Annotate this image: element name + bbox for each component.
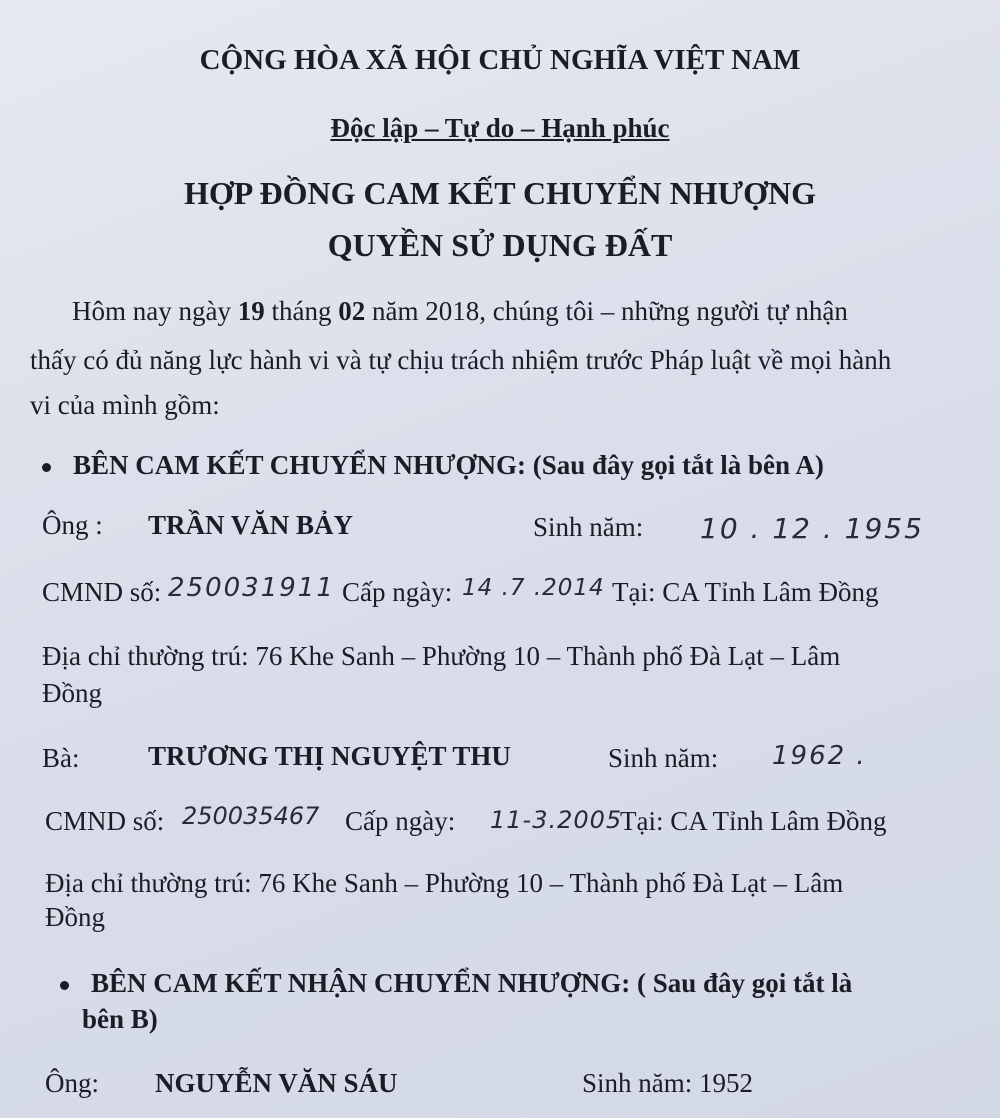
document-title-line1: HỢP ĐỒNG CAM KẾT CHUYỂN NHƯỢNG xyxy=(183,175,816,211)
party-a-person1-issued-label: Cấp ngày: xyxy=(342,577,453,607)
party-a-person2-address-line2: Đồng xyxy=(45,902,105,932)
country-heading: CỘNG HÒA XÃ HỘI CHỦ NGHĨA VIỆT NAM xyxy=(199,44,801,76)
party-a-person1-id-label: CMND số: xyxy=(42,577,162,607)
intro-line3: vi của mình gồm: xyxy=(30,390,220,420)
party-a-person1-title: Ông : xyxy=(42,510,103,540)
party-b-person1-title: Ông: xyxy=(45,1068,99,1098)
party-a-person1-name: TRẦN VĂN BẢY xyxy=(148,510,354,540)
bullet-icon xyxy=(42,463,51,472)
party-b-heading-line1: BÊN CAM KẾT NHẬN CHUYỂN NHƯỢNG: ( Sau đây gọi tắt là xyxy=(60,968,852,999)
bullet-icon xyxy=(60,981,69,990)
party-a-person1-birth-label: Sinh năm: xyxy=(533,512,644,542)
party-a-person2-id-label: CMND số: xyxy=(45,806,165,836)
motto: Độc lập – Tự do – Hạnh phúc xyxy=(330,113,670,143)
party-a-person1-id: 250031911 xyxy=(168,573,335,603)
party-a-person2-birth: 1962 . xyxy=(772,741,867,771)
party-a-person1-address-line1: Địa chỉ thường trú: 76 Khe Sanh – Phường 10 – Thành phố Đà Lạt – Lâm xyxy=(42,641,841,671)
party-a-person1-place: Tại: CA Tỉnh Lâm Đồng xyxy=(612,577,879,607)
handwritten-day: 19 xyxy=(237,296,265,326)
party-b-person1-name: NGUYỄN VĂN SÁU xyxy=(155,1068,398,1098)
intro-line1: Hôm nay ngày 19 tháng 02 năm 2018, chúng tôi – những người tự nhận xyxy=(72,296,848,326)
party-a-person1-issued: 14 .7 .2014 xyxy=(462,575,605,601)
party-a-person1-birth: 10 . 12 . 1955 xyxy=(700,512,924,545)
party-a-heading: BÊN CAM KẾT CHUYỂN NHƯỢNG: (Sau đây gọi tắt là bên A) xyxy=(42,450,824,481)
party-a-person2-id: 250035467 xyxy=(182,802,320,830)
party-a-person2-place: Tại: CA Tỉnh Lâm Đồng xyxy=(620,806,887,836)
document-title-line2: QUYỀN SỬ DỤNG ĐẤT xyxy=(327,227,673,263)
party-b-person1-birth: Sinh năm: 1952 xyxy=(582,1068,754,1098)
party-a-person1-address-line2: Đồng xyxy=(42,678,102,708)
party-a-person2-title: Bà: xyxy=(42,743,80,773)
party-a-person2-birth-label: Sinh năm: xyxy=(608,743,719,773)
intro-line2: thấy có đủ năng lực hành vi và tự chịu trách nhiệm trước Pháp luật về mọi hành xyxy=(30,345,892,375)
handwritten-month: 02 xyxy=(338,296,366,326)
party-a-person2-name: TRƯƠNG THỊ NGUYỆT THU xyxy=(148,741,511,771)
party-a-person2-issued-label: Cấp ngày: xyxy=(345,806,456,836)
party-a-person2-address-line1: Địa chỉ thường trú: 76 Khe Sanh – Phường 10 – Thành phố Đà Lạt – Lâm xyxy=(45,868,844,898)
party-b-heading-line2: bên B) xyxy=(82,1004,158,1034)
party-a-person2-issued: 11-3.2005 xyxy=(490,806,623,834)
